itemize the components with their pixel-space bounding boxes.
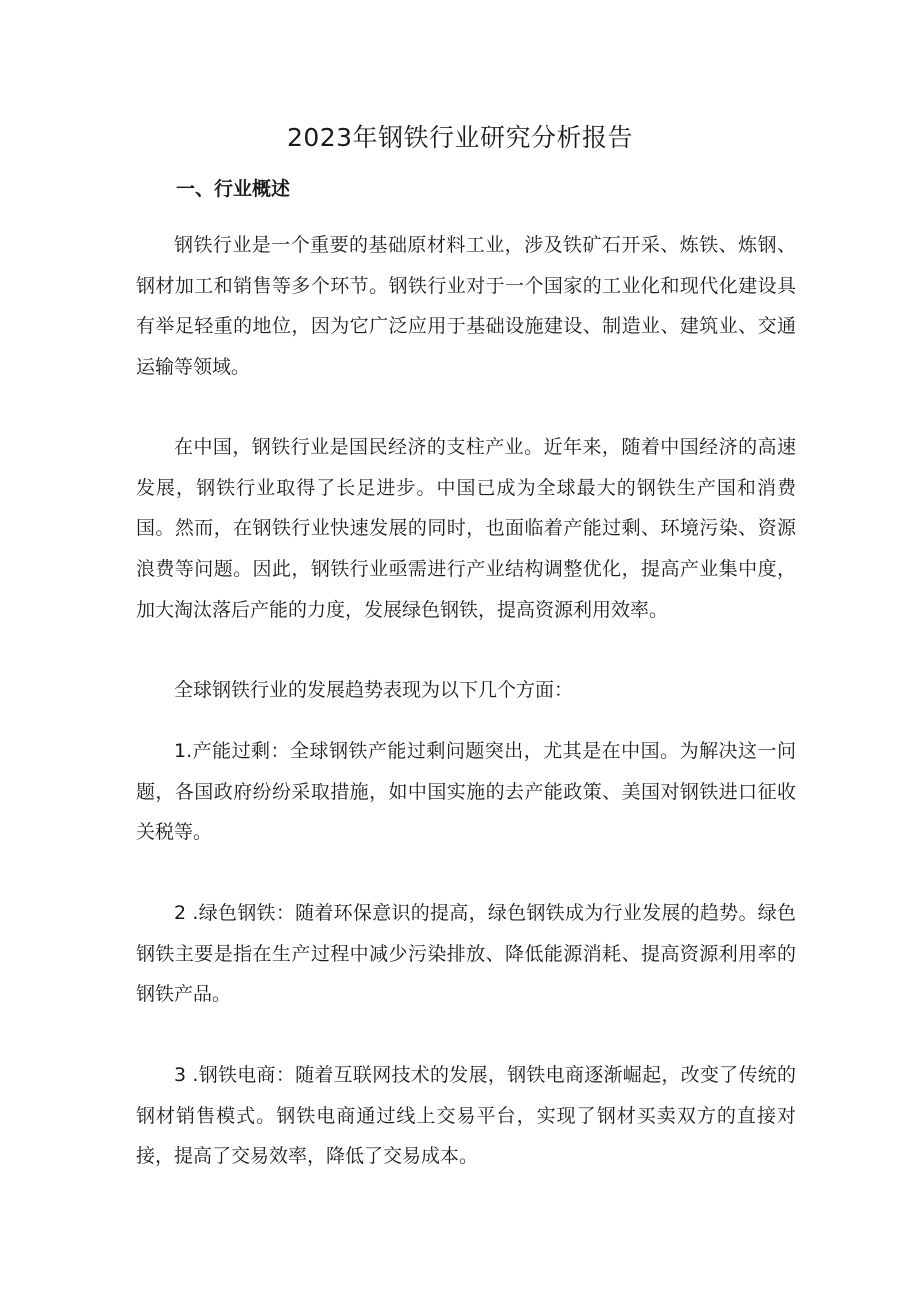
document-title: 2023年钢铁行业研究分析报告 bbox=[286, 123, 634, 152]
paragraph-industry-overview: 钢铁行业是一个重要的基础原材料工业，涉及铁矿石开采、炼铁、炼钢、钢材加工和销售等多个环节。钢铁行业对于一个国家的工业化和现代化建设具有举足轻重的地位，因为它广泛应用于基础设施建设、制造业、建筑业、交通运输等领域。 bbox=[136, 234, 796, 379]
list-item-steel-ecommerce: 3 .钢铁电商：随着互联网技术的发展，钢铁电商逐渐崛起，改变了传统的钢材销售模式。钢铁电商通过线上交易平台，实现了钢材买卖双方的直接对接，提高了交易效率，降低了交易成本。 bbox=[136, 1064, 796, 1168]
list-item-green-steel: 2 .绿色钢铁：随着环保意识的提高，绿色钢铁成为行业发展的趋势。绿色钢铁主要是指在生产过程中减少污染排放、降低能源消耗、提高资源利用率的钢铁产品。 bbox=[136, 902, 796, 1006]
paragraph-global-trends-intro: 全球钢铁行业的发展趋势表现为以下几个方面： bbox=[174, 679, 574, 701]
section-heading: 一、行业概述 bbox=[176, 178, 291, 200]
list-item-overcapacity: 1.产能过剩：全球钢铁产能过剩问题突出，尤其是在中国。为解决这一问题，各国政府纷纷采取措施，如中国实施的去产能政策、美国对钢铁进口征收关税等。 bbox=[136, 740, 796, 844]
paragraph-china-steel: 在中国，钢铁行业是国民经济的支柱产业。近年来，随着中国经济的高速发展，钢铁行业取得了长足进步。中国已成为全球最大的钢铁生产国和消费国。然而，在钢铁行业快速发展的同时，也面临着产能过剩、环境污染、资源浪费等问题。因此，钢铁行业亟需进行产业结构调整优化，提高产业集中度，加大淘汰落后产能的力度，发展绿色钢铁，提高资源利用效率。 bbox=[136, 436, 796, 621]
